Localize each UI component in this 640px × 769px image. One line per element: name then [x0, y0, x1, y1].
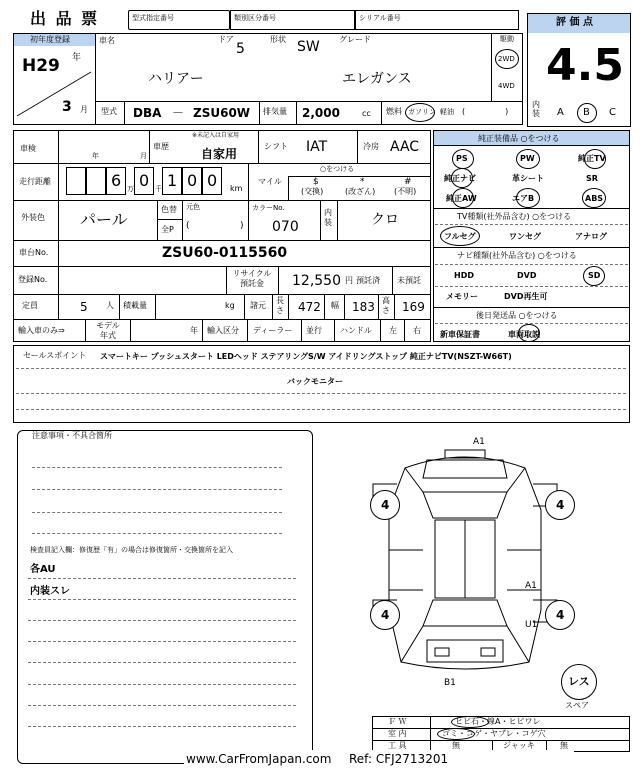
navi-dvd-play: DVD再生可	[504, 292, 548, 301]
notes-box	[17, 430, 313, 764]
color-change-label: 色替	[161, 205, 177, 214]
fuel-gasoline: ガソリン	[408, 108, 436, 116]
odo-exchange-sym: $	[313, 177, 319, 187]
tire-rear-left-value: 4	[381, 608, 390, 622]
legend-tools-label: 工 具	[388, 741, 407, 750]
sales-points-label: セールスポイント	[23, 351, 87, 360]
inspection-label: 車検	[20, 144, 36, 153]
serial-no-label: シリアル番号	[359, 14, 401, 22]
type-code: ZSU60W	[193, 106, 251, 120]
legend-jack-value: 無	[560, 741, 568, 750]
score-label: 評 価 点	[556, 17, 593, 28]
body-value: SW	[297, 39, 320, 55]
original-color-label: 元色	[186, 203, 200, 211]
recycle-unit: 円	[345, 276, 353, 285]
load-label: 積載量	[123, 301, 147, 310]
sales-points-line1: スマートキー プッシュスタート LEDヘッド ステアリングS/W アイドリングストップ 純正ナビTV(NSZT-W66T)	[100, 352, 512, 361]
odo-exchange: (交換)	[301, 187, 324, 196]
import-class-label: 輸入区分	[207, 326, 239, 335]
interior-grade-b: B	[583, 107, 590, 118]
mileage-digit-1: 6	[111, 171, 122, 190]
tire-front-left-value: 4	[381, 498, 390, 512]
interior-color-label: 内装	[324, 208, 332, 227]
class-no-label: 類別区分番号	[234, 14, 276, 22]
color-no: 070	[272, 219, 299, 235]
body-label: 形状	[270, 35, 286, 44]
displacement: 2,000	[302, 106, 340, 120]
equipment-title: 純正装備品 ○をつける	[478, 134, 560, 143]
equip-airbag-circle	[516, 188, 540, 208]
equip-abs: ABS	[585, 194, 604, 203]
mileage-man: 万	[127, 185, 134, 193]
fuel-circle	[405, 103, 435, 122]
color-value: パール	[80, 210, 128, 229]
reg-year-unit: 年	[72, 53, 82, 63]
equip-aw-circle	[452, 188, 474, 208]
height-label: 高さ	[382, 296, 390, 315]
mileage-label: 走行距離	[19, 177, 51, 186]
ac-label: 冷房	[363, 142, 379, 151]
orig-paren-open: (	[186, 221, 190, 231]
odo-tamper: (改ざん)	[345, 187, 376, 196]
drive-4wd: 4WD	[498, 82, 515, 90]
legend-interior-label: 室 内	[388, 729, 407, 738]
reg-month: 3	[62, 99, 72, 115]
tv-analog: アナログ	[575, 232, 607, 241]
tv-title: TV種類(社外品含む) ○をつける	[457, 212, 572, 221]
shift-label: シフト	[264, 142, 288, 151]
sales-points-line2: バックモニター	[287, 377, 343, 386]
legend-tools-value: 無	[452, 741, 460, 750]
mileage-digit-3: 1	[167, 171, 178, 190]
equip-pw: PW	[520, 154, 535, 163]
recycle-amount: 12,550	[292, 273, 341, 289]
tv-fullseg: フルセグ	[444, 232, 476, 241]
mark-u1: U1	[525, 620, 538, 630]
fuel-label: 燃料	[386, 107, 402, 116]
inspector-label: 検査員記入欄：修復歴「有」の場合は修復箇所・交換箇所を記入	[30, 546, 233, 554]
car-name: ハリアー	[148, 71, 204, 87]
legend-fw-value: ヒビ石・線A・ヒビワレ	[455, 717, 541, 726]
interior-grade-circle	[577, 103, 597, 123]
import-year-unit: 年	[190, 326, 198, 335]
chassis-label: 車台No.	[19, 248, 49, 257]
doors-label: ドア	[218, 35, 234, 44]
equip-sr: SR	[586, 174, 598, 183]
interior-color: クロ	[371, 212, 399, 228]
light-oil-label: 軽油	[440, 108, 454, 116]
navi-memory: メモリー	[446, 292, 478, 301]
drive-label: 駆動	[500, 35, 514, 43]
grade-label: グレード	[339, 35, 371, 44]
odo-unknown-sym: #	[404, 177, 412, 187]
fuel-paren: ( )	[462, 107, 509, 116]
recycle-unpaid: 未預託	[397, 276, 421, 285]
width-label: 幅	[331, 301, 339, 310]
equip-ps-circle	[452, 149, 474, 169]
parallel-label: 並行	[306, 326, 322, 335]
navi-dvd: DVD	[517, 271, 537, 280]
load-unit: kg	[225, 301, 235, 310]
first-reg-label: 初年度登録	[30, 35, 70, 44]
capacity-value: 5	[80, 300, 88, 314]
recycle-label: リサイクル預託金	[232, 269, 272, 288]
history-label: 車歴	[153, 142, 169, 151]
reg-no-label: 登録No.	[18, 275, 48, 284]
recycle-paid: 預託済	[356, 276, 380, 285]
equip-tv-circle	[584, 149, 606, 169]
navi-title: ナビ種類(社外品含む) ○をつける	[457, 251, 577, 260]
later-warranty: 新車保証書	[440, 330, 480, 339]
odo-unknown: (不明)	[394, 187, 417, 196]
import-only-label: 輸入車のみ⇒	[18, 326, 65, 335]
odo-circle-note: ○をつける	[320, 165, 355, 173]
navi-sd: SD	[588, 271, 601, 280]
navi-sd-circle	[583, 266, 605, 286]
dims-label: 諸元	[250, 301, 266, 310]
inspector-note-1: 各AU	[30, 564, 56, 575]
drive-2wd-circle	[495, 49, 519, 69]
sheet-title: 出 品 票	[30, 9, 100, 28]
tv-fullseg-circle	[440, 226, 480, 246]
capacity-unit: 人	[106, 301, 114, 310]
mileage-sen: 千	[155, 185, 162, 193]
handle-left: 左	[389, 326, 397, 335]
footer-ref: Ref: CFJ2713201	[349, 752, 449, 766]
legend-jack-label: ジャッキ	[503, 741, 535, 750]
equip-aw: 純正AW	[446, 194, 477, 203]
mileage-digit-5: 0	[207, 171, 218, 190]
interior-grade-a: A	[557, 107, 564, 118]
footer-site: www.CarFromJapan.com	[186, 752, 332, 766]
equip-ps: PS	[456, 154, 468, 163]
length-value: 472	[298, 300, 321, 314]
model-year-label: モデル年式	[96, 321, 120, 340]
chassis-no: ZSU60-0115560	[162, 245, 288, 261]
length-label: 長さ	[276, 296, 284, 315]
equip-tv: 純正TV	[578, 154, 606, 163]
equip-navi-circle	[451, 168, 473, 188]
color-label: 外装色	[21, 213, 45, 222]
later-title: 後日発送品 ○をつける	[476, 311, 558, 320]
color-no-label: カラーNo.	[252, 204, 285, 212]
width-value: 183	[352, 300, 375, 314]
doors-value: 5	[236, 41, 245, 57]
mileage-unit: km	[230, 184, 243, 193]
spare-value: レス	[568, 675, 590, 688]
handle-label: ハンドル	[340, 326, 372, 335]
grade-value: エレガンス	[342, 71, 412, 87]
interior-grade-label: 内装	[532, 100, 540, 118]
later-manual-circle	[518, 324, 540, 342]
tire-rear-right-value: 4	[556, 608, 565, 622]
legend-fw-circle	[451, 716, 489, 728]
drive-2wd: 2WD	[498, 55, 515, 63]
full-paint-label: 全P	[161, 225, 174, 234]
equip-abs-circle	[582, 188, 606, 208]
history-note: ※未記入は自家用	[192, 132, 240, 139]
dealer-label: ディーラー	[253, 326, 293, 335]
legend-interior-circle	[437, 728, 475, 740]
inspection-year-unit: 年	[92, 152, 99, 160]
equip-pw-circle	[516, 149, 540, 169]
mark-a1-front: A1	[473, 437, 485, 447]
notes-label: 注意事項・不具合箇所	[32, 431, 112, 440]
type-prefix: DBA	[133, 106, 162, 120]
handle-right: 右	[413, 326, 421, 335]
reg-month-unit: 月	[80, 105, 88, 114]
mileage-digit-2: 0	[139, 171, 150, 190]
car-name-label: 車名	[99, 36, 115, 45]
legend-interior-value: ゴミ・コゲ・ヤブレ・コゲ穴	[442, 729, 546, 738]
equip-navi: 純正ナビ	[444, 174, 476, 183]
car-diagram	[365, 437, 565, 685]
type-label: 型式	[101, 107, 117, 116]
reg-year: H29	[22, 56, 60, 76]
orig-paren-close: )	[240, 221, 244, 231]
shift-value: IAT	[306, 139, 328, 155]
tv-oneseg: ワンセグ	[509, 232, 541, 241]
interior-grade-c: C	[609, 107, 616, 118]
legend-fw-label: Ｆ Ｗ	[388, 717, 407, 726]
ac-value: AAC	[390, 139, 420, 155]
spare-label: スペア	[565, 701, 589, 710]
equip-leather: 革シート	[512, 174, 544, 183]
model-cert-label: 型式指定番号	[132, 14, 174, 22]
mark-b1: B1	[444, 678, 456, 688]
tire-front-right-value: 4	[556, 498, 565, 512]
inspector-note-2: 内装スレ	[30, 586, 70, 597]
mark-a1-side: A1	[525, 581, 537, 591]
capacity-label: 定員	[22, 301, 38, 310]
mileage-digit-4: 0	[187, 171, 198, 190]
displacement-unit: cc	[362, 109, 371, 118]
height-value: 169	[402, 300, 425, 314]
navi-hdd: HDD	[454, 271, 474, 280]
inspection-month-unit: 月	[140, 152, 147, 160]
equip-airbag: エアB	[512, 194, 535, 203]
history-value: 自家用	[201, 147, 238, 161]
type-dash: －	[172, 106, 185, 120]
later-manual: 車両取説	[508, 330, 540, 339]
odo-tamper-sym: *	[360, 177, 365, 187]
displacement-label: 排気量	[263, 107, 287, 116]
overall-score: 4.5	[546, 40, 624, 91]
mile-label: マイル	[258, 177, 282, 186]
